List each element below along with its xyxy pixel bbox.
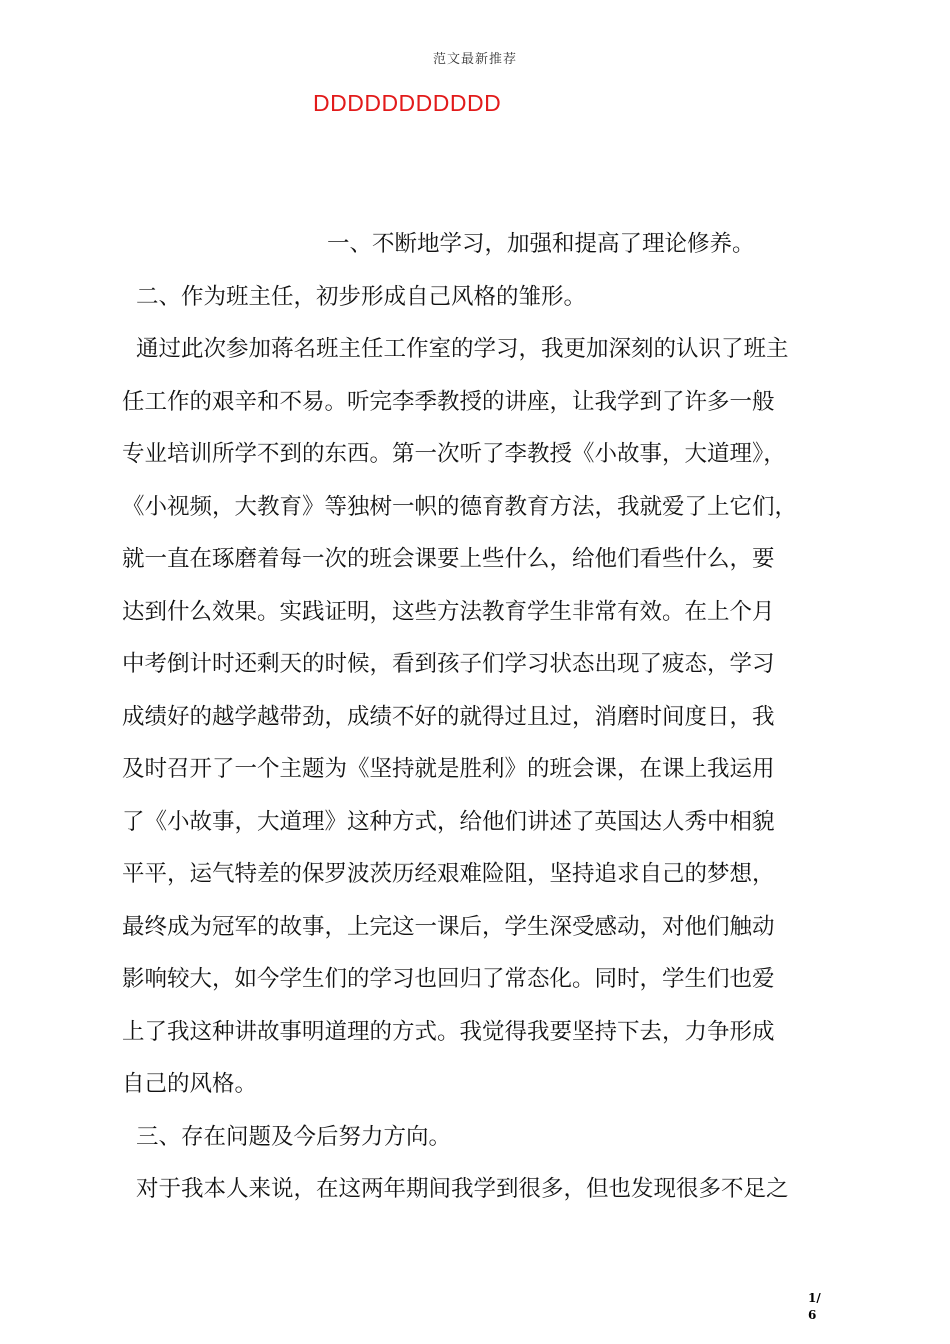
section-heading-1: 一、不断地学习，加强和提高了理论修养。 [327, 231, 755, 257]
paragraph-line: 自己的风格。 [122, 1071, 258, 1097]
paragraph-line: 成绩好的越学越带劲，成绩不好的就得过且过，消磨时间度日，我 [122, 703, 775, 730]
document-body [122, 218, 838, 1216]
page-number-current: 1/ [808, 1291, 821, 1305]
paragraph-line: 通过此次参加蒋名班主任工作室的学习，我更加深刻的认识了班主 [136, 336, 789, 362]
paragraph-line: 《小视频，大教育》等独树一帜的德育教育方法，我就爱了上它们， [122, 493, 798, 520]
paragraph-line: 及时召开了一个主题为《坚持就是胜利》的班会课，在课上我运用 [122, 756, 775, 782]
paragraph-line: 就一直在琢磨着每一次的班会课要上些什么，给他们看些什么，要 [122, 546, 775, 572]
paragraph-line: 专业培训所学不到的东西。第一次听了李教授《小故事，大道理》， [122, 441, 786, 467]
page-number-total: 6 [808, 1308, 817, 1322]
paragraph-line: 中考倒计时还剩天的时候，看到孩子们学习状态出现了疲态，学习 [122, 651, 775, 677]
section-heading-2: 二、作为班主任，初步形成自己风格的雏形。 [136, 283, 587, 310]
paragraph-line: 达到什么效果。实践证明，这些方法教育学生非常有效。在上个月 [122, 598, 775, 625]
paragraph-line: 了《小故事，大道理》这种方式，给他们讲述了英国达人秀中相貌 [122, 808, 775, 835]
page-header: 范文最新推荐 [432, 52, 517, 67]
page-number [808, 1290, 821, 1324]
paragraph-line: 最终成为冠军的故事，上完这一课后，学生深受感动，对他们触动 [122, 913, 775, 940]
document-title: DDDDDDDDDDD [313, 90, 502, 116]
paragraph-line: 平平，运气特差的保罗波茨历经艰难险阻，坚持追求自己的梦想， [122, 861, 775, 887]
paragraph-line: 任工作的艰辛和不易。听完李季教授的讲座，让我学到了许多一般 [122, 388, 775, 415]
paragraph-line: 影响较大，如今学生们的学习也回归了常态化。同时，学生们也爱 [122, 966, 775, 992]
section-heading-3: 三、存在问题及今后努力方向。 [136, 1123, 452, 1150]
paragraph-line: 上了我这种讲故事明道理的方式。我觉得我要坚持下去，力争形成 [122, 1018, 775, 1045]
paragraph-line: 对于我本人来说，在这两年期间我学到很多，但也发现很多不足之 [136, 1176, 789, 1202]
